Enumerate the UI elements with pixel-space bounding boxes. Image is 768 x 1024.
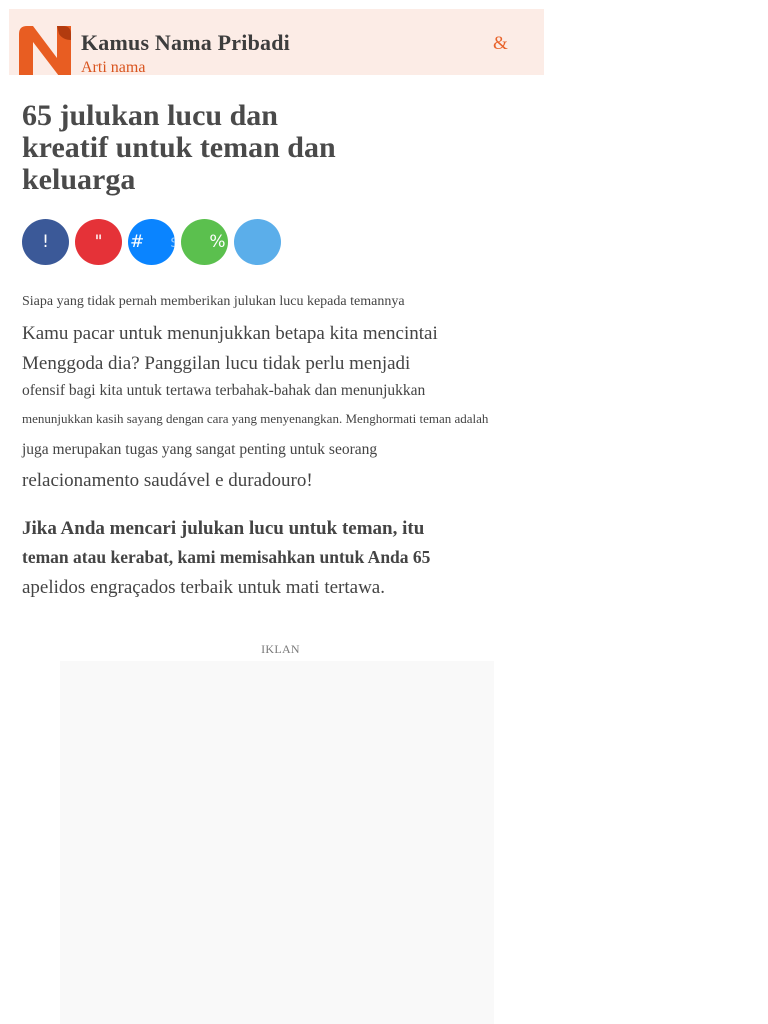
pinterest-share-button[interactable] [75, 219, 122, 265]
whatsapp-share-button[interactable] [181, 219, 228, 265]
body-line: Kamu pacar untuk menunjukkan betapa kita mencintai [22, 323, 438, 344]
body-line: apelidos engraçados terbaik untuk mati tertawa. [22, 577, 385, 598]
body-line: relacionamento saudável e duradouro! [22, 470, 313, 491]
body-line-bold: teman atau kerabat, kami memisahkan untuk Anda 65 [22, 547, 431, 567]
site-logo-icon[interactable] [19, 26, 71, 75]
body-line-bold: Jika Anda mencari julukan lucu untuk teman, itu [22, 518, 425, 539]
body-line: ofensif bagi kita untuk tertawa terbahak-bahak dan menunjukkan [22, 382, 426, 399]
title-line: 65 julukan lucu dan [22, 99, 278, 132]
body-line: juga merupakan tugas yang sangat penting untuk seorang [22, 441, 378, 458]
facebook-icon: ! [42, 232, 49, 252]
whatsapp-icon: % [209, 232, 226, 252]
menu-icon[interactable]: & [493, 33, 508, 54]
body-line: menunjukkan kasih sayang dengan cara yang menyenangkan. Menghormati teman adalah [22, 411, 489, 426]
twitter-share-button[interactable] [234, 219, 281, 265]
messenger-icon: # [130, 232, 145, 252]
title-line: keluarga [22, 163, 136, 196]
article-title [22, 100, 362, 196]
site-header [9, 9, 544, 75]
ad-slot[interactable] [60, 661, 494, 1024]
pinterest-icon: " [94, 232, 103, 252]
title-line: kreatif untuk teman dan [22, 131, 336, 164]
body-line: Menggoda dia? Panggilan lucu tidak perlu menjadi [22, 353, 411, 374]
site-title[interactable]: Kamus Nama Pribadi [81, 30, 290, 55]
messenger-extra-glyph: $ [170, 233, 180, 251]
site-subtitle: Arti nama [81, 59, 146, 75]
messenger-share-button[interactable] [128, 219, 180, 265]
ad-label: IKLAN [261, 642, 300, 656]
facebook-share-button[interactable] [22, 219, 69, 265]
body-line: Siapa yang tidak pernah memberikan julukan lucu kepada temannya [22, 294, 405, 309]
